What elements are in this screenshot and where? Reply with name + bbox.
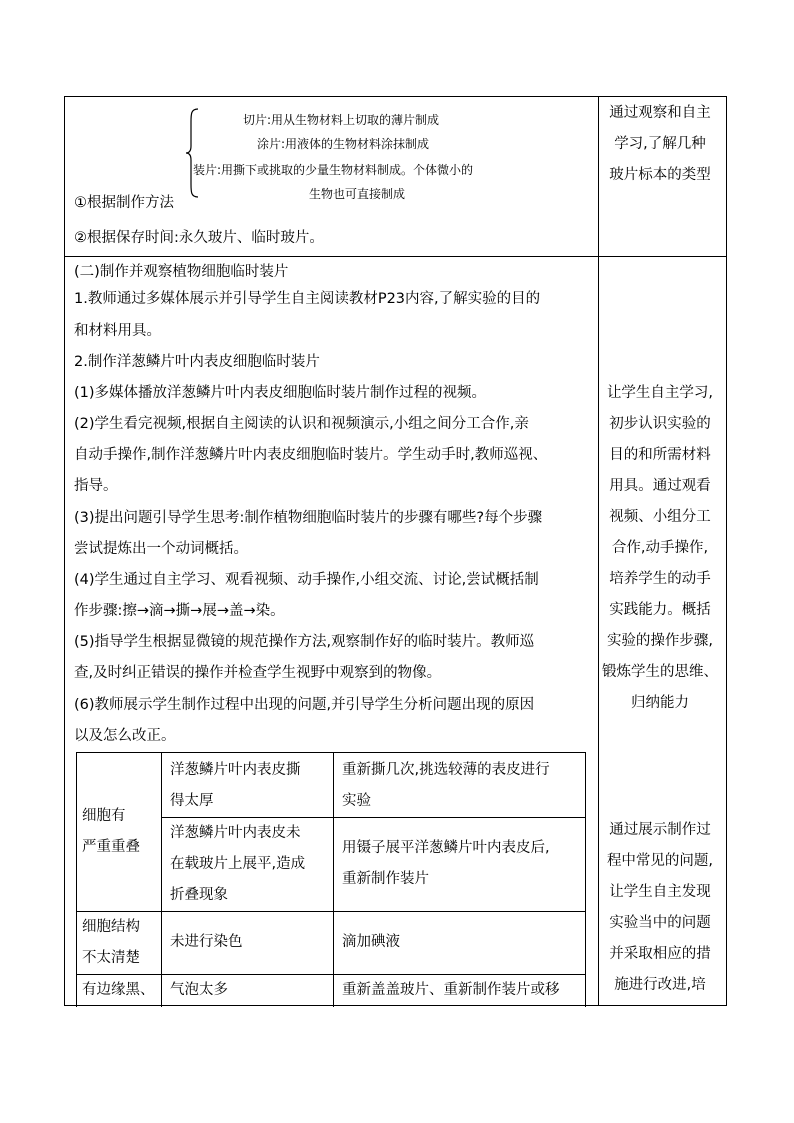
right-cell-3-line: 通过展示制作过 <box>609 822 711 838</box>
problem-table-divider <box>161 753 162 1007</box>
cause-folded <box>170 818 305 911</box>
row-divider <box>65 256 726 257</box>
problem-black-edge: 有边缘黑、 <box>82 982 155 998</box>
section-heading: (二)制作并观察植物细胞临时装片 <box>74 264 289 280</box>
fix-text: 重新撕几次,挑选较薄的表皮进行 <box>342 762 550 778</box>
step-4-line: (4)学生通过自主学习、观看视频、动手操作,小组交流、讨论,尝试概括制 <box>74 572 539 588</box>
right-cell-3-line: 并采取相应的措 <box>609 946 711 962</box>
para-2: 2.制作洋葱鳞片叶内表皮细胞临时装片 <box>74 354 320 370</box>
cause-text: 折叠现象 <box>170 887 228 903</box>
fix-text: 实验 <box>342 793 371 809</box>
step-5-line: (5)指导学生根据显微镜的规范操作方法,观察制作好的临时装片。教师巡 <box>74 634 535 650</box>
problem-text: 细胞结构 <box>82 919 140 935</box>
right-cell-2-line: 合作,动手操作, <box>611 540 709 556</box>
storage-label: ②根据保存时间:永久玻片、临时玻片。 <box>74 230 324 246</box>
problem-table <box>76 752 586 1007</box>
step-2-line: 自动手操作,制作洋葱鳞片叶内表皮细胞临时装片。学生动手时,教师巡视、 <box>74 447 548 463</box>
problem-overlap <box>82 801 140 863</box>
right-cell-2-line: 目的和所需材料 <box>609 447 711 463</box>
right-cell-2-line: 培养学生的动手 <box>609 571 711 587</box>
method-label: ①根据制作方法 <box>74 195 174 211</box>
right-cell-1-line: 通过观察和自主 <box>609 105 711 121</box>
cause-no-stain: 未进行染色 <box>170 934 243 950</box>
fix-text: 用镊子展平洋葱鳞片叶内表皮后, <box>342 840 550 856</box>
cause-too-thick <box>170 755 301 817</box>
step-3-line: (3)提出问题引导学生思考:制作植物细胞临时装片的步骤有哪些?每个步骤 <box>74 510 543 526</box>
left-brace-icon <box>185 108 199 198</box>
right-cell-2-line: 视频、小组分工 <box>609 509 711 525</box>
problem-text: 严重重叠 <box>82 839 140 855</box>
cause-text: 得太厚 <box>170 793 214 809</box>
step-6-line: (6)教师展示学生制作过程中出现的问题,并引导学生分析问题出现的原因 <box>74 697 535 713</box>
right-cell-3-line: 施进行改进,培 <box>614 977 706 993</box>
item-smear-slide: 涂片:用液体的生物材料涂抹制成 <box>257 137 430 151</box>
fix-flatten <box>342 833 550 895</box>
right-cell-2-line: 实验的操作步骤, <box>606 633 714 649</box>
right-cell-2-line: 让学生自主学习, <box>606 385 714 401</box>
step-2-line: (2)学生看完视频,根据自主阅读的认识和视频演示,小组之间分工合作,亲 <box>74 416 529 432</box>
para-1-line: 1.教师通过多媒体展示并引导学生自主阅读教材P23内容,了解实验的目的 <box>74 291 541 307</box>
right-cell-2-line: 锻炼学生的思维、 <box>602 664 718 680</box>
item-sectioned-slide: 切片:用从生物材料上切取的薄片制成 <box>243 113 440 127</box>
right-cell-1-line: 学习,了解几种 <box>614 136 706 152</box>
problem-text: 细胞有 <box>82 808 126 824</box>
right-cell-2-line: 初步认识实验的 <box>609 416 711 432</box>
step-4-line: 作步骤:擦→滴→撕→展→盖→染。 <box>74 603 285 619</box>
fix-text: 重新制作装片 <box>342 871 429 887</box>
problem-unclear <box>82 912 140 974</box>
problem-table-divider <box>77 911 585 912</box>
right-cell-3 <box>600 815 720 1001</box>
step-5-line: 查,及时纠正错误的操作并检查学生视野中观察到的物像。 <box>74 665 442 681</box>
item-mount-slide-cont: 生物也可直接制成 <box>309 187 406 201</box>
cause-text: 在载玻片上展平,造成 <box>170 856 306 872</box>
cause-text: 洋葱鳞片叶内表皮未 <box>170 825 301 841</box>
cause-bubbles: 气泡太多 <box>170 982 228 998</box>
right-cell-2 <box>600 378 720 719</box>
problem-table-divider <box>333 753 334 1007</box>
right-cell-2-line: 用具。通过观看 <box>609 478 711 494</box>
right-cell-2-line: 归纳能力 <box>631 695 689 711</box>
para-1-line: 和材料用具。 <box>74 323 161 339</box>
step-3-line: 尝试提炼出一个动词概括。 <box>74 541 248 557</box>
fix-iodine: 滴加碘液 <box>342 934 400 950</box>
step-2-line: 指导。 <box>74 478 118 494</box>
step-6-line: 以及怎么改正。 <box>74 728 176 744</box>
right-cell-2-line: 实践能力。概括 <box>609 602 711 618</box>
right-cell-3-line: 程中常见的问题, <box>606 853 714 869</box>
fix-recover: 重新盖盖玻片、重新制作装片或移 <box>342 982 560 998</box>
right-cell-3-line: 实验当中的问题 <box>609 915 711 931</box>
step-1: (1)多媒体播放洋葱鳞片叶内表皮细胞临时装片制作过程的视频。 <box>74 385 487 401</box>
cause-text: 洋葱鳞片叶内表皮撕 <box>170 762 301 778</box>
right-cell-1-line: 玻片标本的类型 <box>609 167 711 183</box>
problem-text: 不太清楚 <box>82 950 140 966</box>
column-divider <box>598 97 599 1005</box>
fix-peel-again <box>342 755 550 817</box>
right-cell-1 <box>600 98 720 191</box>
item-mount-slide: 装片:用撕下或挑取的少量生物材料制成。个体微小的 <box>193 163 474 177</box>
right-cell-3-line: 让学生自主发现 <box>609 884 711 900</box>
